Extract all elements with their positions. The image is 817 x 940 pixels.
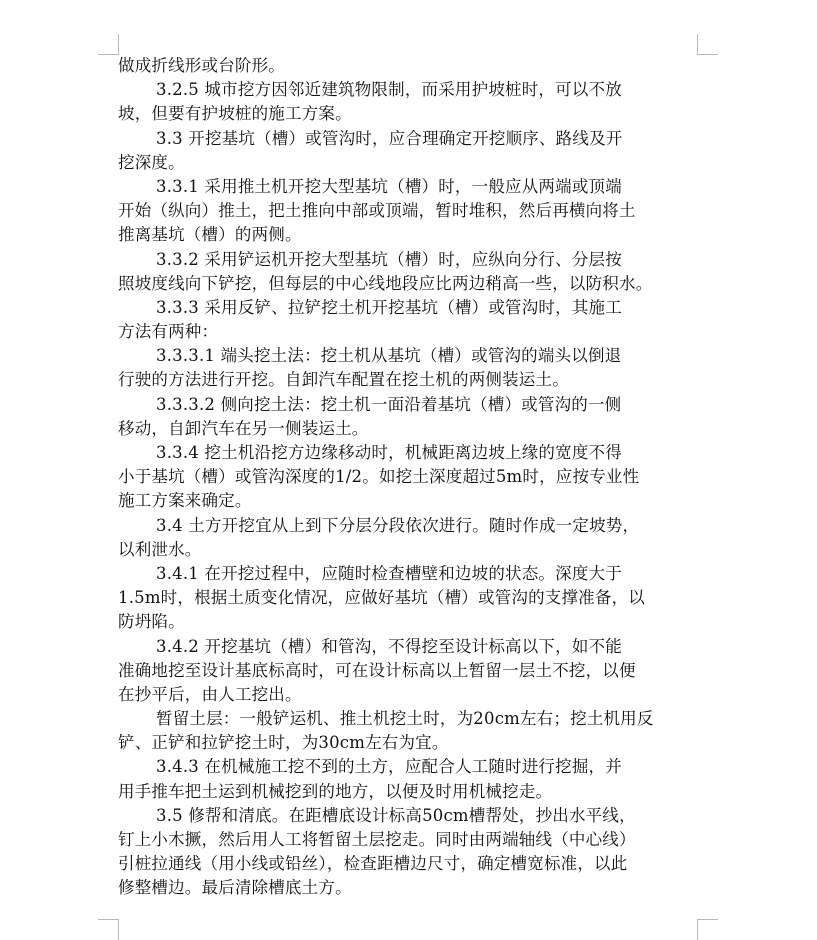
text-line: [118, 393, 698, 417]
text-line: [118, 683, 698, 707]
text-line-content: 行驶的方法进行开挖。自卸汽车配置在挖土机的两侧装运土。: [118, 370, 569, 390]
text-line-content: 3.4 土方开挖宜从上到下分层分段依次进行。随时作成一定坡势，: [156, 515, 640, 535]
text-line: [118, 586, 698, 610]
text-line-content: 3.5 修帮和清底。在距槽底设计标高50cm槽帮处，抄出水平线，: [156, 805, 636, 825]
text-line: [118, 707, 698, 731]
text-line: [118, 344, 698, 368]
text-line: [118, 804, 698, 828]
text-line: [118, 828, 698, 852]
text-line-content: 用手推车把土运到机械挖到的地方，以便及时用机械挖走。: [118, 781, 553, 801]
text-line: [118, 102, 698, 126]
text-line-content: 以利泄水。: [118, 539, 202, 559]
text-line-content: 3.3 开挖基坑（槽）或管沟时，应合理确定开挖顺序、路线及开: [156, 128, 623, 148]
text-line: [118, 78, 698, 102]
text-line-content: 3.3.1 采用推土机开挖大型基坑（槽）时，一般应从两端或顶端: [156, 176, 622, 196]
text-line: [118, 659, 698, 683]
text-line-content: 暂留土层：一般铲运机、推土机挖土时，为20cm左右；挖土机用反: [156, 709, 654, 729]
text-line-content: 3.2.5 城市挖方因邻近建筑物限制，而采用护坡桩时，可以不放: [156, 80, 622, 100]
text-line-content: 施工方案来确定。: [118, 491, 252, 511]
text-line-content: 3.3.3.1 端头挖土法：挖土机从基坑（槽）或管沟的端头以倒退: [156, 346, 622, 366]
text-line-content: 挖深度。: [118, 152, 185, 172]
text-line-content: 准确地挖至设计基底标高时，可在设计标高以上暂留一层土不挖，以便: [118, 660, 636, 680]
text-line-content: 做成折线形或台阶形。: [118, 56, 285, 75]
text-line-content: 3.3.3.2 侧向挖土法：挖土机一面沿着基坑（槽）或管沟的一侧: [156, 394, 622, 414]
text-line-content: 3.3.2 采用铲运机开挖大型基坑（槽）时，应纵向分行、分层按: [156, 249, 622, 269]
text-line: [118, 538, 698, 562]
text-line: [118, 441, 698, 465]
text-line-content: 修整槽边。最后清除槽底土方。: [118, 878, 352, 898]
margin-corner-mark-top-right: [697, 34, 718, 55]
text-line: [118, 489, 698, 513]
text-line-content: 3.4.3 在机械施工挖不到的土方，应配合人工随时进行挖掘，并: [156, 757, 622, 777]
text-line: [118, 417, 698, 441]
text-line: [118, 514, 698, 538]
text-line: [118, 320, 698, 344]
text-line: [118, 780, 698, 804]
text-line-content: 防坍陷。: [118, 612, 185, 632]
text-line: [118, 127, 698, 151]
text-line: [118, 635, 698, 659]
text-line-content: 1.5m时，根据土质变化情况，应做好基坑（槽）或管沟的支撑准备，以: [118, 588, 645, 608]
text-line: [118, 272, 698, 296]
text-line: [118, 731, 698, 755]
text-line: [118, 296, 698, 320]
text-line: [118, 755, 698, 779]
text-line-content: 小于基坑（槽）或管沟深度的1/2。如挖土深度超过5m时，应按专业性: [118, 467, 640, 487]
text-line: [118, 562, 698, 586]
text-line: [118, 610, 698, 634]
text-line: [118, 151, 698, 175]
text-line-content: 3.4.1 在开挖过程中，应随时检查槽壁和边坡的状态。深度大于: [156, 563, 622, 583]
text-line: [118, 54, 698, 78]
margin-corner-mark-bottom-left: [98, 919, 119, 940]
text-line: [118, 199, 698, 223]
text-line: [118, 368, 698, 392]
text-line-content: 开始（纵向）推土，把土推向中部或顶端，暂时堆积，然后再横向将土: [118, 201, 636, 221]
text-line-content: 钉上小木撅，然后用人工将暂留土层挖走。同时由两端轴线（中心线）: [118, 830, 636, 849]
margin-corner-mark-top-left: [98, 34, 119, 55]
text-line-content: 在抄平后，由人工挖出。: [118, 684, 302, 704]
text-line-content: 坡，但要有护坡桩的施工方案。: [118, 104, 352, 124]
text-line: [118, 465, 698, 489]
text-line: [118, 852, 698, 876]
text-line-content: 推离基坑（槽）的两侧。: [118, 225, 302, 245]
text-line-content: 照坡度线向下铲挖，但每层的中心线地段应比两边稍高一些，以防积水。: [118, 273, 653, 293]
text-line: [118, 248, 698, 272]
text-line: [118, 175, 698, 199]
document-body[interactable]: [118, 54, 698, 901]
text-line: [118, 876, 698, 900]
text-line-content: 3.3.4 挖土机沿挖方边缘移动时，机械距离边坡上缘的宽度不得: [156, 443, 622, 462]
text-line-content: 铲、正铲和拉铲挖土时，为30cm左右为宜。: [118, 733, 449, 753]
margin-corner-mark-bottom-right: [697, 919, 718, 940]
text-line-content: 移动，自卸汽车在另一侧装运土。: [118, 418, 369, 438]
text-line-content: 3.4.2 开挖基坑（槽）和管沟，不得挖至设计标高以下，如不能: [156, 636, 622, 656]
text-line-content: 引桩拉通线（用小线或铅丝），检查距槽边尺寸，确定槽宽标准，以此: [118, 854, 628, 874]
text-line-content: 方法有两种：: [118, 322, 219, 342]
text-line: [118, 223, 698, 247]
text-line-content: 3.3.3 采用反铲、拉铲挖土机开挖基坑（槽）或管沟时，其施工: [156, 297, 622, 317]
